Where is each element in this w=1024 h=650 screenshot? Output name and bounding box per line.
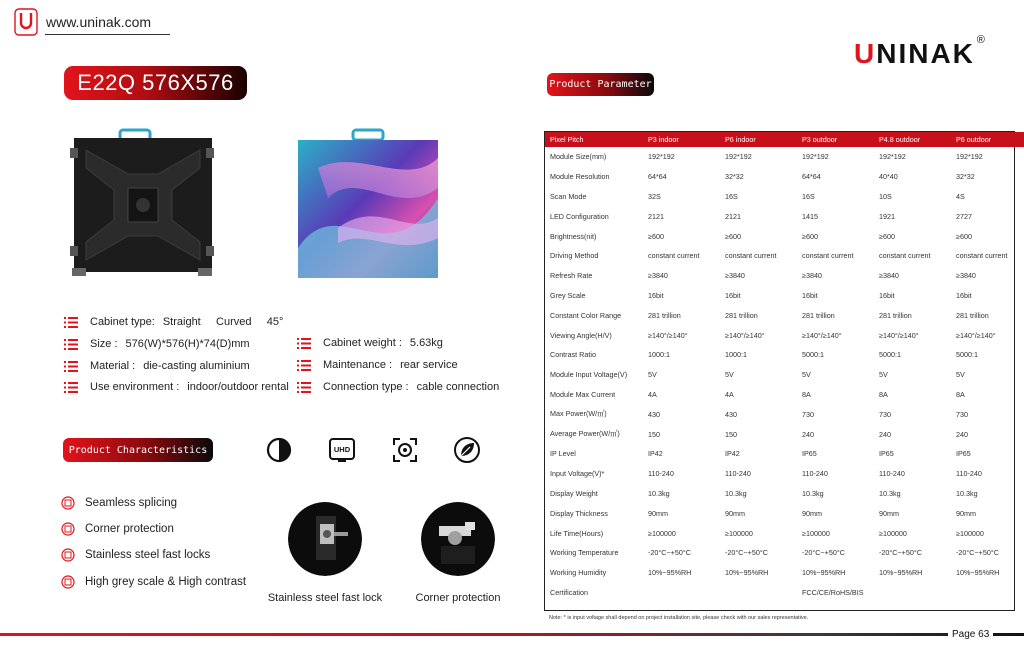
parameter-value-cell — [951, 583, 1024, 603]
table-row — [545, 246, 1024, 266]
brand-logo-u: U — [854, 38, 877, 69]
parameter-value-cell: ≥600 — [879, 231, 895, 241]
table-header-row — [545, 132, 1024, 147]
parameter-value-cell: 281 trillion — [956, 310, 989, 320]
parameter-value-cell: 730 — [879, 409, 891, 419]
parameter-value-cell: 64*64 — [802, 172, 821, 182]
parameter-value-cell: 240 — [802, 429, 814, 439]
feature-item — [61, 522, 174, 536]
parameter-value-cell: FCC/CE/RoHS/BIS — [802, 587, 864, 597]
caption-fast-lock: Stainless steel fast lock — [267, 592, 383, 604]
parameter-value-cell: 32*32 — [956, 172, 975, 182]
parameter-value-cell: ≥140°/≥140° — [725, 330, 765, 340]
parameter-value-cell: IP65 — [802, 449, 817, 459]
parameter-value-cell: 110-240 — [648, 469, 674, 479]
parameter-name-cell: Refresh Rate — [550, 271, 593, 281]
spec-size — [64, 338, 250, 350]
parameter-value-cell: 90mm — [802, 508, 822, 518]
parameter-value-cell: IP65 — [879, 449, 894, 459]
feature-label: Seamless splicing — [85, 497, 178, 509]
table-note: Note: * is input voltage shall depend on project installation site, please check with our sales representative. — [549, 615, 809, 621]
spec-value: Straight Curved 45° — [162, 316, 284, 328]
product-parameter-table — [544, 131, 1015, 611]
parameter-name-cell: Module Input Voltage(V) — [550, 370, 628, 380]
parameter-value-cell: 16bit — [879, 290, 895, 300]
list-icon — [64, 382, 78, 393]
parameter-name-cell: Brightness(nit) — [550, 231, 597, 241]
table-row — [545, 464, 1024, 484]
table-row — [545, 444, 1024, 464]
cabinet-back-image — [68, 128, 216, 280]
parameter-value-cell: -20°C~+50°C — [648, 548, 691, 558]
parameter-value-cell: 32*32 — [725, 172, 744, 182]
parameter-name-cell: Certification — [550, 587, 588, 597]
parameter-value-cell: 281 trillion — [648, 310, 681, 320]
parameter-value-cell: 5000:1 — [802, 350, 824, 360]
parameter-value-cell: 110-240 — [725, 469, 751, 479]
parameter-value-cell: 16bit — [956, 290, 972, 300]
spec-label: Size : — [90, 338, 118, 350]
parameter-value-cell: 10%~95%RH — [648, 568, 692, 578]
parameter-value-cell: 4A — [725, 389, 734, 399]
parameter-value-cell: constant current — [648, 251, 700, 261]
parameter-value-cell: 4A — [648, 389, 657, 399]
table-row — [545, 583, 1024, 603]
column-header: P6 outdoor — [951, 132, 1024, 147]
caption-corner-protection: Corner protection — [415, 592, 501, 604]
parameter-value-cell: IP42 — [725, 449, 740, 459]
spec-connection-type — [297, 381, 499, 393]
uhd-icon-label: UHD — [333, 445, 351, 454]
parameter-value-cell: 430 — [648, 409, 660, 419]
spec-value: indoor/outdoor rental — [187, 381, 289, 393]
parameter-value-cell: 16S — [802, 191, 815, 201]
parameter-value-cell: 1000:1 — [648, 350, 670, 360]
parameter-value-cell: ≥3840 — [648, 271, 668, 281]
table-row — [545, 167, 1024, 187]
parameter-value-cell: 10.3kg — [956, 488, 978, 498]
parameter-value-cell: 8A — [879, 389, 888, 399]
parameter-value-cell: 64*64 — [648, 172, 667, 182]
feature-label: High grey scale & High contrast — [85, 576, 247, 588]
parameter-value-cell: ≥3840 — [725, 271, 745, 281]
parameter-value-cell: -20°C~+50°C — [956, 548, 999, 558]
table-row — [545, 563, 1024, 583]
parameter-value-cell: 10%~95%RH — [956, 568, 1000, 578]
parameter-name-cell: IP Level — [550, 449, 576, 459]
parameter-value-cell: 16bit — [725, 290, 741, 300]
parameter-value-cell: ≥140°/≥140° — [648, 330, 688, 340]
parameter-value-cell: 2121 — [648, 211, 664, 221]
header-divider — [45, 34, 170, 35]
parameter-value-cell: 8A — [802, 389, 811, 399]
table-row — [545, 266, 1024, 286]
parameter-value-cell: 2727 — [956, 211, 972, 221]
parameter-value-cell: 90mm — [956, 508, 976, 518]
spec-value: 5.63kg — [409, 337, 443, 349]
parameter-value-cell: 10.3kg — [802, 488, 824, 498]
parameter-value-cell: ≥3840 — [956, 271, 976, 281]
parameter-value-cell: 10.3kg — [879, 488, 901, 498]
parameter-value-cell: 240 — [879, 429, 891, 439]
list-icon — [64, 339, 78, 350]
parameter-value-cell: ≥100000 — [879, 528, 907, 538]
spec-maintenance — [297, 359, 458, 371]
table-row — [545, 484, 1024, 504]
parameter-value-cell: 2121 — [725, 211, 741, 221]
parameter-value-cell: constant current — [725, 251, 777, 261]
parameter-value-cell: 281 trillion — [802, 310, 835, 320]
feature-item — [61, 575, 246, 589]
feature-label: Stainless steel fast locks — [85, 549, 211, 561]
parameter-value-cell: 110-240 — [802, 469, 828, 479]
parameter-name-cell: Max Power(W/㎡) — [550, 409, 607, 419]
product-characteristics-heading: Product Characteristics — [63, 438, 213, 462]
parameter-value-cell: ≥140°/≥140° — [879, 330, 919, 340]
parameter-value-cell: 430 — [725, 409, 737, 419]
table-row — [545, 325, 1024, 345]
column-header: P4.8 outdoor — [874, 132, 951, 147]
parameter-name-cell: Viewing Angle(H/V) — [550, 330, 612, 340]
feature-item — [61, 496, 177, 510]
product-title: E22Q 576X576 — [64, 66, 247, 100]
parameter-name-cell: LED Configuration — [550, 211, 609, 221]
parameter-name-cell: Contrast Ratio — [550, 350, 596, 360]
parameter-value-cell: 192*192 — [802, 152, 829, 162]
parameter-value-cell: 5V — [648, 370, 657, 380]
parameter-value-cell: 281 trillion — [879, 310, 912, 320]
parameter-value-cell: 192*192 — [725, 152, 752, 162]
parameter-value-cell: 5V — [802, 370, 811, 380]
feature-badge-icon — [61, 522, 75, 536]
contrast-icon — [265, 436, 293, 464]
parameter-name-cell: Display Weight — [550, 488, 598, 498]
table-row — [545, 424, 1024, 444]
parameter-name-cell: Driving Method — [550, 251, 599, 261]
parameter-value-cell: ≥100000 — [802, 528, 830, 538]
parameter-value-cell: 192*192 — [956, 152, 983, 162]
parameter-value-cell: constant current — [956, 251, 1008, 261]
parameter-value-cell: ≥3840 — [802, 271, 822, 281]
table-row — [545, 385, 1024, 405]
table-row — [545, 226, 1024, 246]
table-row — [545, 345, 1024, 365]
parameter-value-cell: 281 trillion — [725, 310, 758, 320]
parameter-value-cell: 10%~95%RH — [879, 568, 923, 578]
website-url: www.uninak.com — [46, 14, 152, 30]
parameter-value-cell: ≥600 — [725, 231, 741, 241]
parameter-value-cell: 1000:1 — [725, 350, 747, 360]
parameter-value-cell: ≥3840 — [879, 271, 899, 281]
feature-item — [61, 548, 210, 562]
column-header: P3 indoor — [643, 132, 720, 147]
parameter-name-cell: Input Voltage(V)* — [550, 469, 605, 479]
parameter-value-cell: ≥600 — [802, 231, 818, 241]
parameter-value-cell: 5V — [879, 370, 888, 380]
table-row — [545, 305, 1024, 325]
column-header: P6 indoor — [720, 132, 797, 147]
parameter-name-cell: Module Size(mm) — [550, 152, 607, 162]
table-row — [545, 187, 1024, 207]
table-row — [545, 286, 1024, 306]
table-row — [545, 147, 1024, 167]
uninak-u-logo-icon — [14, 8, 38, 36]
parameter-value-cell: ≥140°/≥140° — [802, 330, 842, 340]
spec-label: Material : — [90, 360, 136, 372]
spec-value: cable connection — [416, 381, 500, 393]
parameter-value-cell: 10.3kg — [648, 488, 670, 498]
parameter-name-cell: Constant Color Range — [550, 310, 622, 320]
parameter-value-cell: 90mm — [648, 508, 668, 518]
page-number: Page 63 — [948, 629, 993, 640]
spec-cabinet-type — [64, 316, 283, 328]
spec-use-environment — [64, 381, 289, 393]
parameter-name-cell: Scan Mode — [550, 191, 587, 201]
spec-value: die-casting aluminium — [143, 360, 250, 372]
parameter-value-cell: 10.3kg — [725, 488, 747, 498]
leaf-icon — [453, 436, 481, 464]
parameter-value-cell: 5V — [956, 370, 965, 380]
product-parameter-heading: Product Parameter — [547, 73, 654, 96]
parameter-name-cell: Grey Scale — [550, 290, 586, 300]
parameter-value-cell: ≥140°/≥140° — [956, 330, 996, 340]
parameter-name-cell: Working Humidity — [550, 568, 607, 578]
brand-logo — [854, 34, 987, 70]
parameter-value-cell: 5000:1 — [956, 350, 978, 360]
parameter-value-cell: constant current — [802, 251, 854, 261]
parameter-value-cell: 150 — [725, 429, 737, 439]
footer-divider — [0, 633, 1024, 636]
parameter-value-cell: 16S — [725, 191, 738, 201]
uhd-icon — [328, 436, 356, 464]
parameter-value-cell: 10%~95%RH — [725, 568, 769, 578]
cabinet-front-image — [298, 128, 438, 278]
spec-value: rear service — [400, 359, 458, 371]
spec-label: Cabinet type: — [90, 316, 155, 328]
trademark-symbol: ® — [976, 34, 987, 46]
parameter-value-cell: 40*40 — [879, 172, 898, 182]
parameter-value-cell: 16bit — [648, 290, 664, 300]
parameter-value-cell: 90mm — [879, 508, 899, 518]
parameter-value-cell: 730 — [956, 409, 968, 419]
parameter-value-cell: 150 — [648, 429, 660, 439]
parameter-value-cell: 90mm — [725, 508, 745, 518]
parameter-value-cell: ≥600 — [956, 231, 972, 241]
parameter-value-cell: 110-240 — [879, 469, 905, 479]
parameter-value-cell: IP65 — [956, 449, 971, 459]
parameter-value-cell: ≥100000 — [725, 528, 753, 538]
parameter-name-cell: Display Thickness — [550, 508, 608, 518]
table-row — [545, 523, 1024, 543]
list-icon — [297, 382, 311, 393]
parameter-value-cell: IP42 — [648, 449, 663, 459]
column-header: P3 outdoor — [797, 132, 874, 147]
corner-protection-detail-image — [421, 502, 495, 576]
parameter-value-cell: ≥100000 — [956, 528, 984, 538]
parameter-name-cell: Module Max Current — [550, 389, 616, 399]
table-row — [545, 503, 1024, 523]
parameter-value-cell: 110-240 — [956, 469, 982, 479]
parameter-value-cell: -20°C~+50°C — [879, 548, 922, 558]
parameter-value-cell: 16bit — [802, 290, 818, 300]
parameter-name-cell: Average Power(W/㎡) — [550, 429, 620, 439]
table-row — [545, 365, 1024, 385]
parameter-value-cell — [643, 583, 720, 603]
fast-lock-detail-image — [288, 502, 362, 576]
parameter-value-cell: 1415 — [802, 211, 818, 221]
parameter-value-cell: ≥100000 — [648, 528, 676, 538]
spec-label: Cabinet weight : — [323, 337, 402, 349]
parameter-value-cell: constant current — [879, 251, 931, 261]
parameter-value-cell: 192*192 — [648, 152, 675, 162]
parameter-value-cell: 192*192 — [879, 152, 906, 162]
parameter-value-cell: 5000:1 — [879, 350, 901, 360]
spec-cabinet-weight — [297, 337, 443, 349]
feature-badge-icon — [61, 496, 75, 510]
parameter-value-cell: 10S — [879, 191, 892, 201]
list-icon — [64, 361, 78, 372]
feature-badge-icon — [61, 548, 75, 562]
parameter-value-cell — [720, 583, 797, 603]
spec-value: 576(W)*576(H)*74(D)mm — [125, 338, 250, 350]
spec-label: Use environment : — [90, 381, 180, 393]
parameter-value-cell — [874, 583, 951, 603]
focus-target-icon — [391, 436, 419, 464]
parameter-value-cell: 8A — [956, 389, 965, 399]
list-icon — [297, 338, 311, 349]
parameter-value-cell: 240 — [956, 429, 968, 439]
parameter-value-cell: -20°C~+50°C — [725, 548, 768, 558]
spec-material — [64, 360, 250, 372]
parameter-name-cell: Module Resolution — [550, 172, 610, 182]
parameter-value-cell: 10%~95%RH — [802, 568, 846, 578]
list-icon — [297, 360, 311, 371]
column-header: Pixel Pitch — [545, 132, 643, 147]
parameter-value-cell: 730 — [802, 409, 814, 419]
parameter-value-cell: 32S — [648, 191, 661, 201]
parameter-value-cell: 5V — [725, 370, 734, 380]
spec-label: Connection type : — [323, 381, 409, 393]
brand-logo-rest: NINAK — [876, 38, 975, 69]
parameter-value-cell: -20°C~+50°C — [802, 548, 845, 558]
parameter-name-cell: Life Time(Hours) — [550, 528, 604, 538]
parameter-value-cell: ≥600 — [648, 231, 664, 241]
feature-label: Corner protection — [85, 523, 174, 535]
parameter-name-cell: Working Temperature — [550, 548, 619, 558]
parameter-value-cell: 1921 — [879, 211, 895, 221]
table-row — [545, 206, 1024, 226]
parameter-value-cell: 4S — [956, 191, 965, 201]
feature-badge-icon — [61, 575, 75, 589]
list-icon — [64, 317, 78, 328]
spec-label: Maintenance : — [323, 359, 393, 371]
table-row — [545, 404, 1024, 424]
table-row — [545, 543, 1024, 563]
